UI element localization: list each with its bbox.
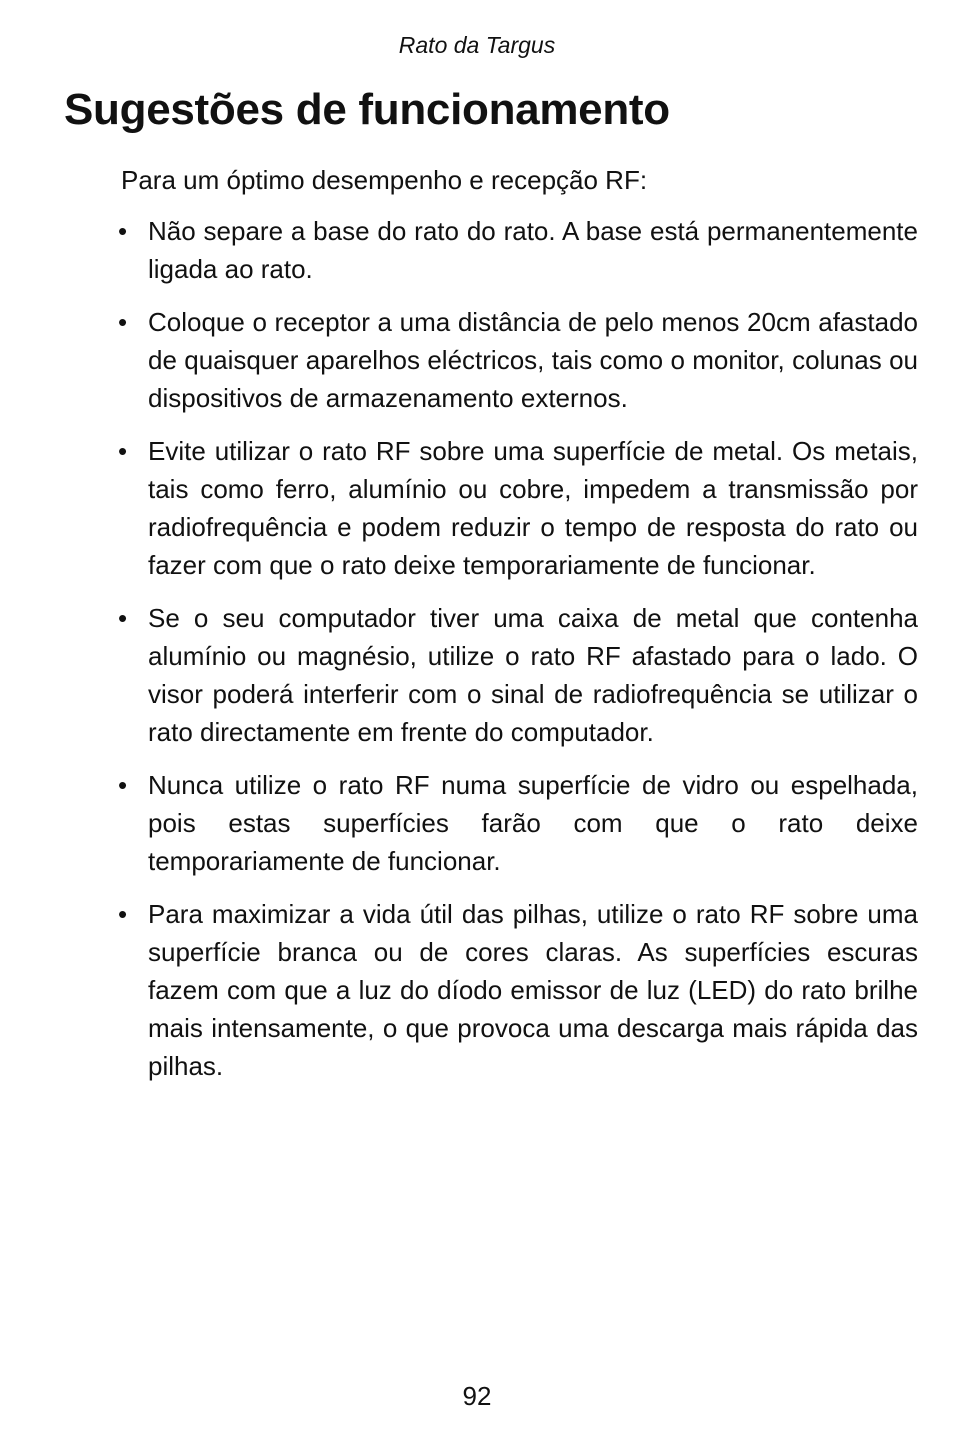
page-number: 92 (462, 1381, 492, 1411)
tip-item (118, 599, 918, 751)
tip-text: Se o seu computador tiver uma caixa de metal que contenha alumínio ou magnésio, utilize o rato RF afastado para o lado. O visor poderá interferir com o sinal de radiofrequência se utilizar o rato directamente em frente do computador. (148, 603, 918, 747)
tip-text: Coloque o receptor a uma distância de pelo menos 20cm afastado de quaisquer aparelhos eléctricos, tais como o monitor, colunas ou dispositivos de armazenamento externos. (148, 307, 918, 413)
bullet-icon: • (118, 436, 128, 466)
bullet-icon: • (118, 603, 128, 633)
running-header: Rato da Targus (398, 32, 556, 58)
tips-list (118, 212, 918, 1100)
intro-text: Para um óptimo desempenho e recepção RF: (121, 165, 648, 195)
tip-item (118, 895, 918, 1085)
tip-text: Evite utilizar o rato RF sobre uma superfície de metal. Os metais, tais como ferro, alumínio ou cobre, impedem a transmissão por radiofrequência e podem reduzir o tempo de resposta do rato ou fazer com que o rato deixe temporariamente de funcionar. (148, 436, 918, 580)
bullet-icon: • (118, 770, 128, 800)
bullet-icon: • (118, 216, 128, 246)
tip-text: Nunca utilize o rato RF numa superfície de vidro ou espelhada, pois estas superfícies farão com que o rato deixe temporariamente de funcionar. (148, 770, 918, 876)
bullet-icon: • (118, 307, 128, 337)
tip-text: Não separe a base do rato do rato. A base está permanentemente ligada ao rato. (148, 216, 918, 284)
bullet-icon: • (118, 899, 128, 929)
tip-text: Para maximizar a vida útil das pilhas, utilize o rato RF sobre uma superfície branca ou de cores claras. As superfícies escuras fazem com que a luz do díodo emissor de luz (LED) do rato brilhe mais intensamente, o que provoca uma descarga mais rápida das pilhas. (148, 899, 918, 1081)
tip-item (118, 432, 918, 584)
tip-item (118, 766, 918, 880)
tip-item (118, 212, 918, 288)
tip-item (118, 303, 918, 417)
page-title: Sugestões de funcionamento (64, 85, 670, 134)
